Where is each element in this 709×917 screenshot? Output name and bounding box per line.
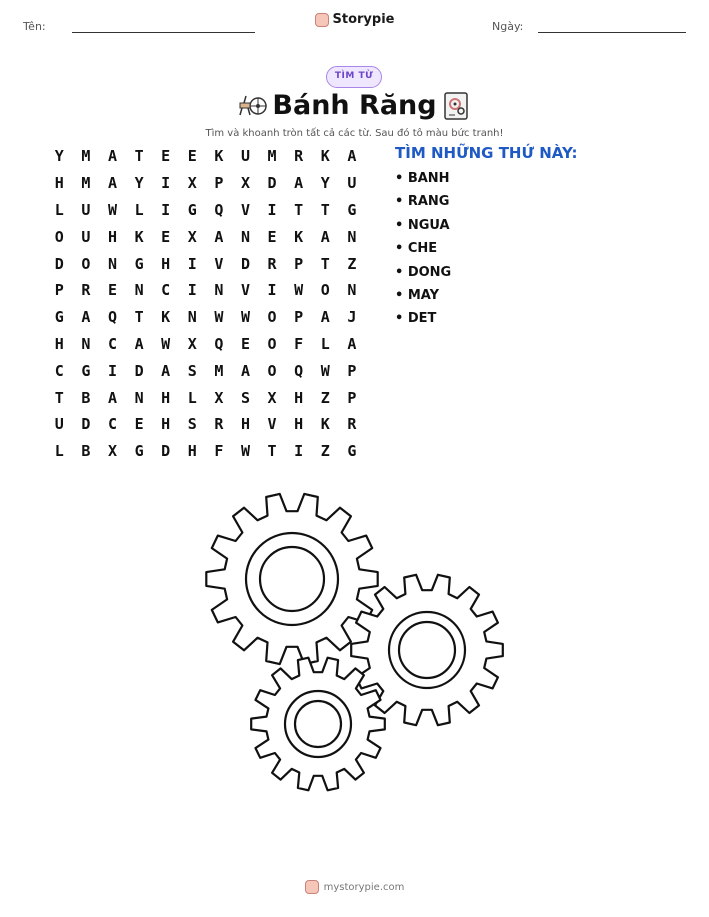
grid-letter[interactable]: P (347, 388, 357, 407)
grid-letter[interactable]: P (294, 308, 304, 327)
word-item: • NGUA (395, 217, 450, 233)
grid-letter[interactable]: A (240, 361, 250, 380)
grid-letter[interactable]: E (240, 334, 250, 353)
grid-letter[interactable]: D (81, 415, 91, 434)
grid-letter[interactable]: W (240, 442, 250, 461)
grid-letter[interactable]: V (214, 254, 224, 273)
grid-letter[interactable]: X (187, 174, 197, 193)
grid-letter[interactable]: H (161, 415, 171, 434)
grid-letter[interactable]: K (320, 147, 330, 166)
grid-letter[interactable]: W (320, 361, 330, 380)
grid-letter[interactable]: M (214, 361, 224, 380)
grid-letter[interactable]: H (54, 174, 64, 193)
grid-letter[interactable]: A (107, 174, 117, 193)
date-label: Ngày: (492, 20, 524, 33)
grid-letter[interactable]: R (81, 281, 91, 300)
grid-letter[interactable]: R (347, 415, 357, 434)
grid-letter[interactable]: U (81, 227, 91, 246)
grid-letter[interactable]: E (187, 147, 197, 166)
grid-letter[interactable]: G (187, 200, 197, 219)
grid-letter[interactable]: W (240, 308, 250, 327)
name-label: Tên: (23, 20, 46, 33)
grid-letter[interactable]: X (214, 388, 224, 407)
grid-letter[interactable]: W (294, 281, 304, 300)
grid-letter[interactable]: U (240, 147, 250, 166)
grid-letter[interactable]: X (107, 442, 117, 461)
grid-letter[interactable]: Y (320, 174, 330, 193)
grid-letter[interactable]: O (267, 308, 277, 327)
grid-letter[interactable]: H (54, 334, 64, 353)
grid-letter[interactable]: D (240, 254, 250, 273)
grid-letter[interactable]: W (161, 334, 171, 353)
grid-letter[interactable]: F (294, 334, 304, 353)
grid-letter[interactable]: P (54, 281, 64, 300)
grid-letter[interactable]: H (161, 388, 171, 407)
grid-letter[interactable]: A (81, 308, 91, 327)
grid-letter[interactable]: L (54, 442, 64, 461)
grid-letter[interactable]: I (267, 281, 277, 300)
grid-letter[interactable]: D (54, 254, 64, 273)
grid-letter[interactable]: G (54, 308, 64, 327)
grid-letter[interactable]: I (107, 361, 117, 380)
grid-letter[interactable]: A (214, 227, 224, 246)
grid-letter[interactable]: I (161, 200, 171, 219)
grid-letter[interactable]: N (81, 334, 91, 353)
grid-letter[interactable]: K (161, 308, 171, 327)
grid-letter[interactable]: O (320, 281, 330, 300)
grid-letter[interactable]: L (134, 200, 144, 219)
grid-letter[interactable]: T (320, 254, 330, 273)
grid-letter[interactable]: X (240, 174, 250, 193)
grid-letter[interactable]: K (320, 415, 330, 434)
grid-letter[interactable]: E (107, 281, 117, 300)
grid-letter[interactable]: K (134, 227, 144, 246)
grid-letter[interactable]: H (161, 254, 171, 273)
grid-letter[interactable]: E (267, 227, 277, 246)
grid-letter[interactable]: Z (320, 388, 330, 407)
grid-letter[interactable]: L (320, 334, 330, 353)
grid-letter[interactable]: X (187, 227, 197, 246)
grid-letter[interactable]: S (240, 388, 250, 407)
grid-letter[interactable]: T (320, 200, 330, 219)
grid-letter[interactable]: T (134, 308, 144, 327)
grid-letter[interactable]: U (54, 415, 64, 434)
grid-letter[interactable]: O (54, 227, 64, 246)
grid-letter[interactable]: N (214, 281, 224, 300)
grid-letter[interactable]: F (214, 442, 224, 461)
grid-letter[interactable]: A (107, 147, 117, 166)
grid-letter[interactable]: N (107, 254, 117, 273)
grid-letter[interactable]: G (347, 200, 357, 219)
grid-letter[interactable]: I (267, 200, 277, 219)
grid-letter[interactable]: I (294, 442, 304, 461)
grid-letter[interactable]: A (320, 308, 330, 327)
grid-letter[interactable]: V (267, 415, 277, 434)
grid-letter[interactable]: S (187, 361, 197, 380)
brand-name: Storypie (332, 12, 395, 27)
word-item: • DONG (395, 264, 452, 280)
grid-letter[interactable]: C (54, 361, 64, 380)
grid-letter[interactable]: A (107, 388, 117, 407)
grid-letter[interactable]: A (161, 361, 171, 380)
grid-letter[interactable]: D (134, 361, 144, 380)
grid-letter[interactable]: P (214, 174, 224, 193)
footer-url: mystorypie.com (323, 881, 405, 893)
grid-letter[interactable]: C (161, 281, 171, 300)
grid-letter[interactable]: J (347, 308, 357, 327)
grid-letter[interactable]: P (294, 254, 304, 273)
grid-letter[interactable]: G (81, 361, 91, 380)
grid-letter[interactable]: U (81, 200, 91, 219)
grid-letter[interactable]: D (267, 174, 277, 193)
activity-badge: TÌM TỪ (326, 66, 382, 88)
word-item: • BANH (395, 171, 450, 186)
grid-letter[interactable]: R (214, 415, 224, 434)
grid-letter[interactable]: L (187, 388, 197, 407)
grid-letter[interactable]: G (134, 254, 144, 273)
grid-letter[interactable]: M (267, 147, 277, 166)
grid-letter[interactable]: Z (320, 442, 330, 461)
grid-letter[interactable]: A (347, 147, 357, 166)
grid-letter[interactable]: X (187, 334, 197, 353)
large-gear (206, 494, 377, 664)
grid-letter[interactable]: P (347, 361, 357, 380)
word-list-title: TÌM NHỮNG THỨ NÀY: (395, 144, 578, 162)
grid-letter[interactable]: H (294, 415, 304, 434)
grid-letter[interactable]: Y (134, 174, 144, 193)
grid-letter[interactable]: I (187, 281, 197, 300)
grid-letter[interactable]: X (267, 388, 277, 407)
grid-letter[interactable]: N (134, 388, 144, 407)
grid-letter[interactable]: E (134, 415, 144, 434)
grid-letter[interactable]: T (294, 200, 304, 219)
grid-letter[interactable]: E (161, 227, 171, 246)
grid-letter[interactable]: R (294, 147, 304, 166)
grid-letter[interactable]: K (214, 147, 224, 166)
word-item: • RANG (395, 194, 450, 210)
grid-letter[interactable]: A (320, 227, 330, 246)
grid-letter[interactable]: Z (347, 254, 357, 273)
grid-letter[interactable]: B (81, 442, 91, 461)
grid-letter[interactable]: L (54, 200, 64, 219)
grid-letter[interactable]: A (294, 174, 304, 193)
grid-letter[interactable]: O (81, 254, 91, 273)
grid-letter[interactable]: Y (54, 147, 64, 166)
grid-letter[interactable]: W (214, 308, 224, 327)
grid-letter[interactable]: O (267, 361, 277, 380)
grid-letter[interactable]: C (107, 415, 117, 434)
grid-letter[interactable]: V (240, 200, 250, 219)
grid-letter[interactable]: O (267, 334, 277, 353)
grid-letter[interactable]: R (267, 254, 277, 273)
grid-letter[interactable]: H (294, 388, 304, 407)
grid-letter[interactable]: N (347, 227, 357, 246)
grid-letter[interactable]: M (81, 174, 91, 193)
grid-letter[interactable]: V (240, 281, 250, 300)
footer (0, 880, 709, 897)
grid-letter[interactable]: I (187, 254, 197, 273)
grid-letter[interactable]: N (187, 308, 197, 327)
grid-letter[interactable]: H (187, 442, 197, 461)
grid-letter[interactable]: W (107, 200, 117, 219)
grid-letter[interactable]: I (161, 174, 171, 193)
storypie-logo-icon (305, 880, 319, 894)
grid-letter[interactable]: B (81, 388, 91, 407)
grid-letter[interactable]: H (107, 227, 117, 246)
grid-letter[interactable]: T (134, 147, 144, 166)
grid-letter[interactable]: A (134, 334, 144, 353)
grid-letter[interactable]: T (267, 442, 277, 461)
grid-letter[interactable]: Q (214, 334, 224, 353)
grid-letter[interactable]: U (347, 174, 357, 193)
word-item: • MAY (395, 287, 440, 303)
page-title: Bánh Răng (272, 90, 437, 121)
instructions: Tìm và khoanh tròn tất cả các từ. Sau đó tô màu bức tranh! (205, 128, 504, 139)
grid-letter[interactable]: N (240, 227, 250, 246)
grid-letter[interactable]: Q (107, 308, 117, 327)
grid-letter[interactable]: S (187, 415, 197, 434)
grid-letter[interactable]: G (347, 442, 357, 461)
grid-letter[interactable]: N (347, 281, 357, 300)
grid-letter[interactable]: A (347, 334, 357, 353)
word-item: • DET (395, 311, 437, 327)
grid-letter[interactable]: K (294, 227, 304, 246)
grid-letter[interactable]: Q (294, 361, 304, 380)
word-item: • CHE (395, 241, 438, 257)
grid-letter[interactable]: T (54, 388, 64, 407)
grid-letter[interactable]: C (107, 334, 117, 353)
grid-letter[interactable]: E (161, 147, 171, 166)
grid-letter[interactable]: M (81, 147, 91, 166)
grid-letter[interactable]: N (134, 281, 144, 300)
grid-letter[interactable]: Q (214, 200, 224, 219)
grid-letter[interactable]: G (134, 442, 144, 461)
grid-letter[interactable]: D (161, 442, 171, 461)
grid-letter[interactable]: H (240, 415, 250, 434)
